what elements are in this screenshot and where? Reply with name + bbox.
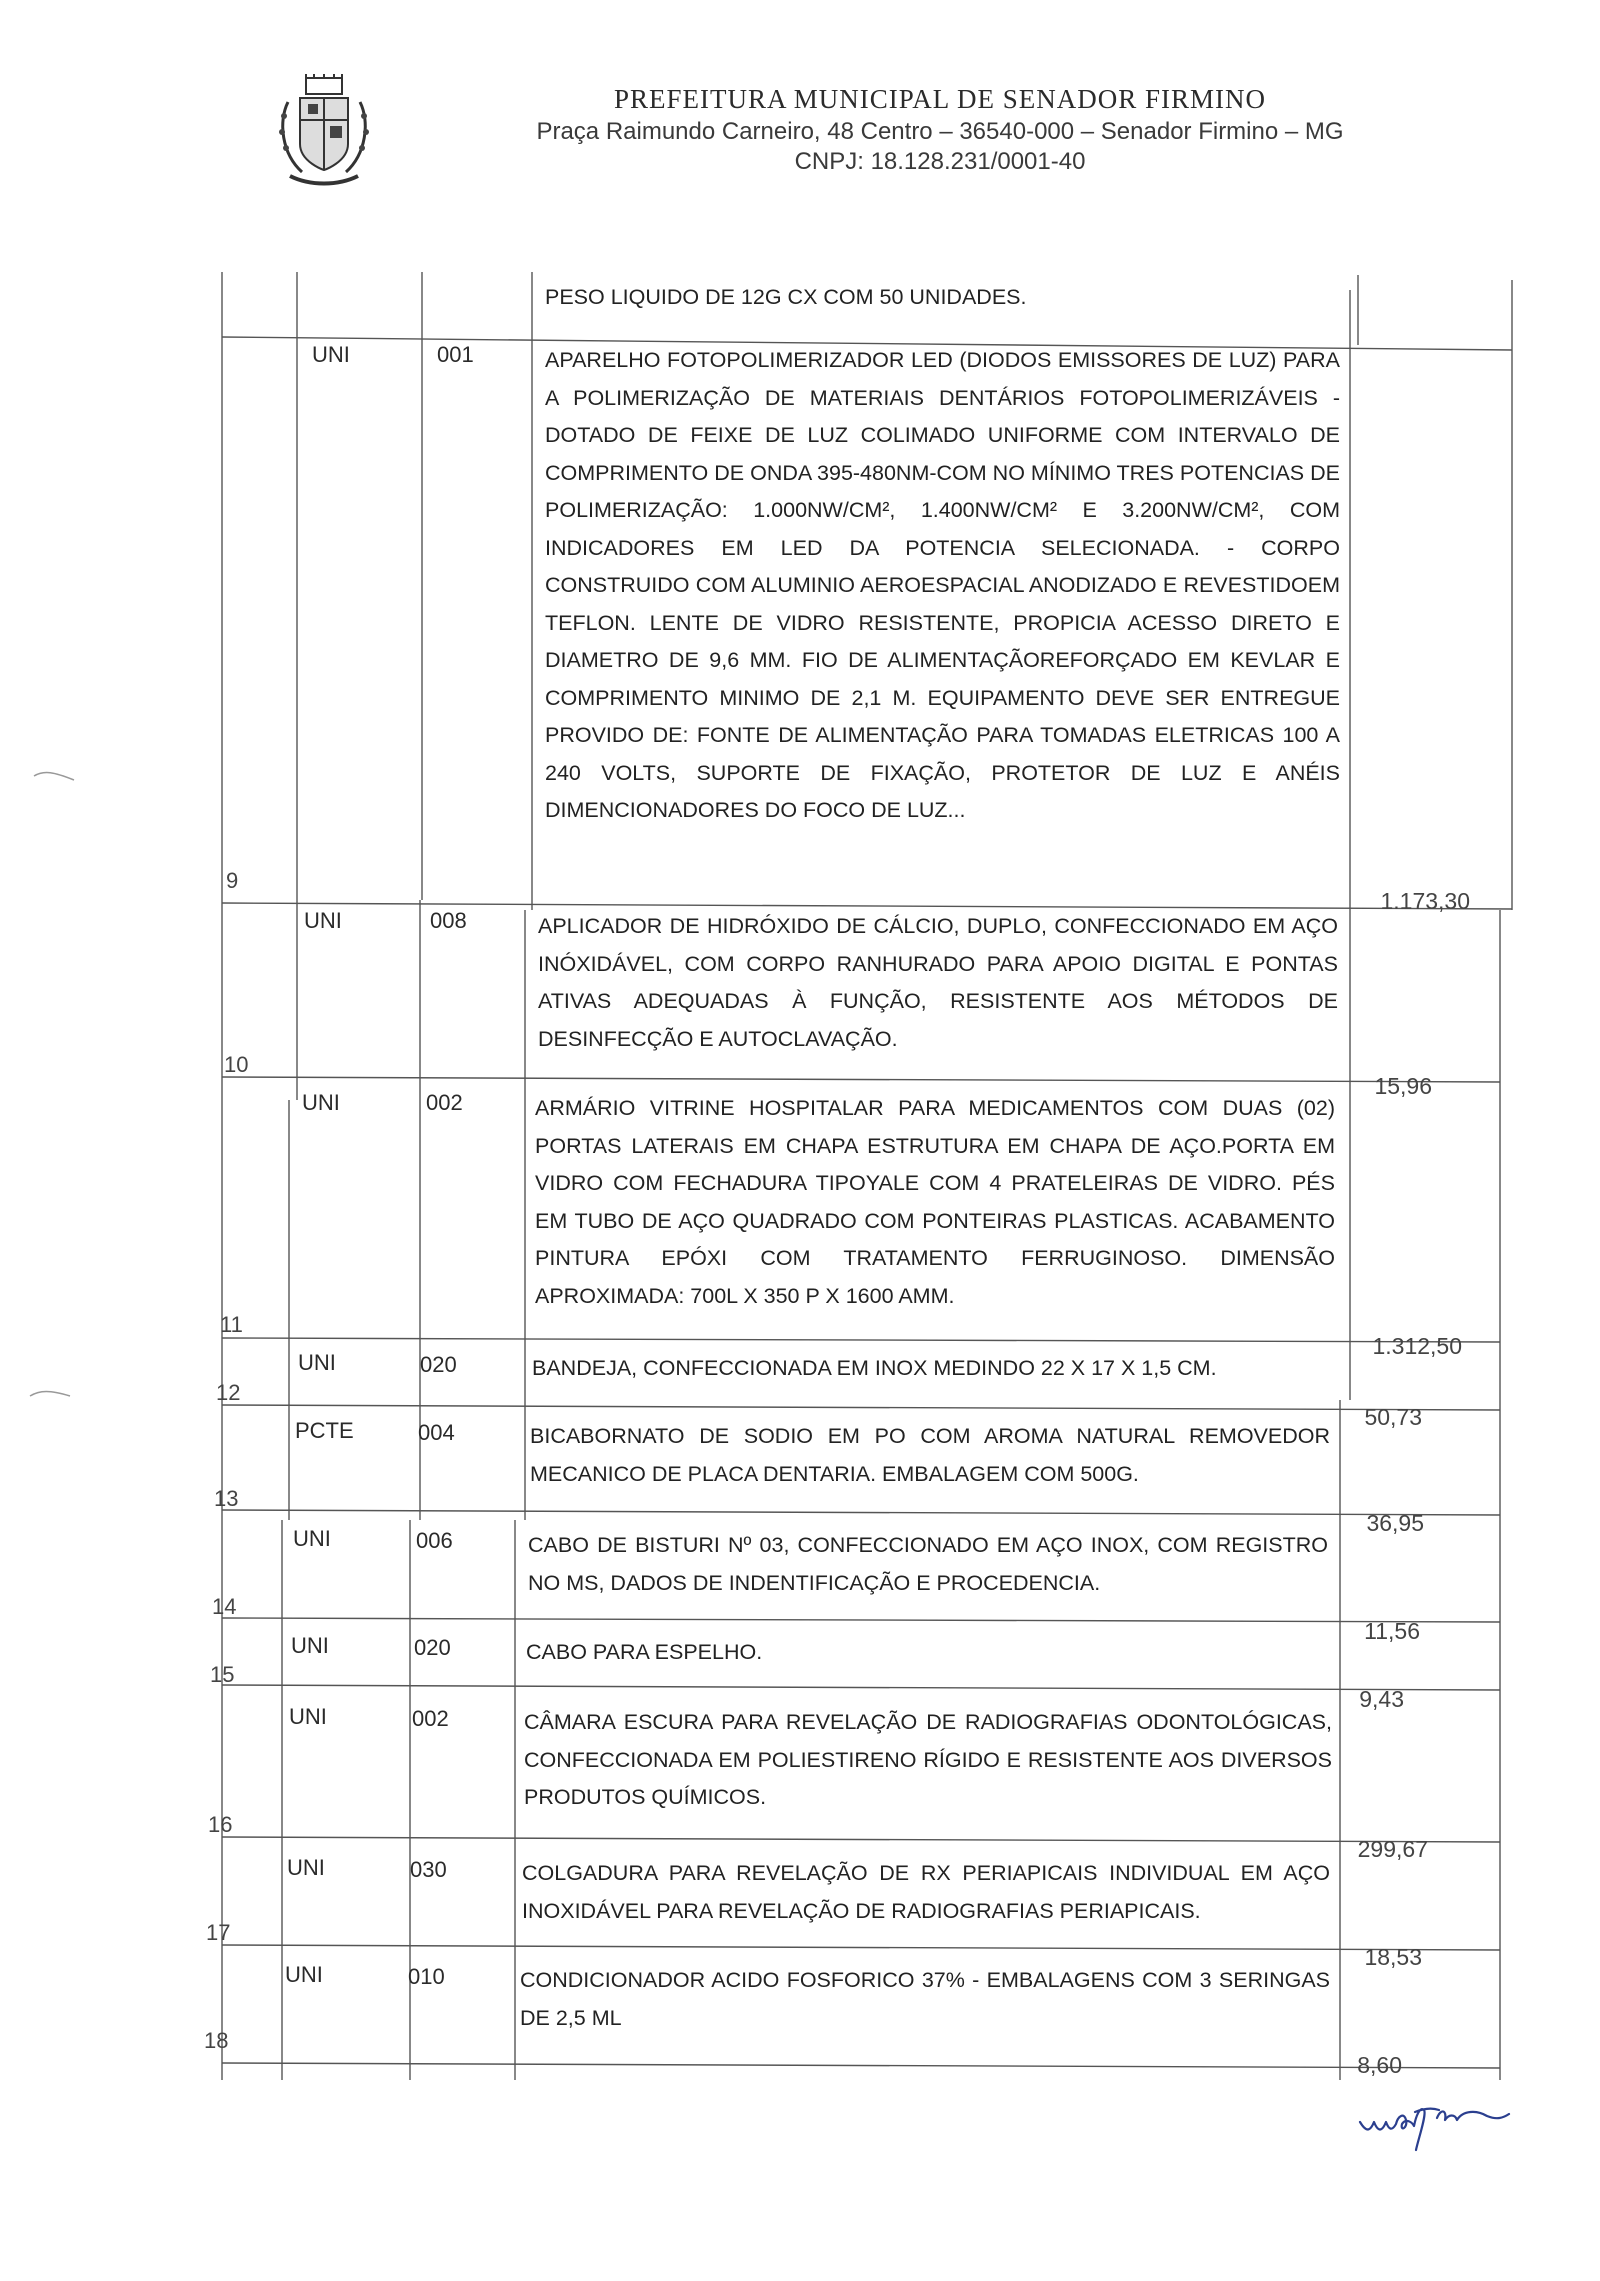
quantity-cell: 004 xyxy=(418,1420,455,1445)
municipality-cnpj: CNPJ: 18.128.231/0001-40 xyxy=(794,148,1086,175)
unit-cell: PCTE xyxy=(295,1418,354,1443)
quantity-cell: 008 xyxy=(430,908,467,933)
unit-price: 15,96 xyxy=(1374,1073,1432,1099)
description-cell: BANDEJA, CONFECCIONADA EM INOX MEDINDO 22 X 17 X 1,5 CM. xyxy=(532,1356,1217,1380)
scan-artifact-mark xyxy=(28,1388,78,1400)
quantity-cell: 010 xyxy=(408,1964,445,1989)
unit-price: 8,60 xyxy=(1357,2052,1402,2078)
quantity-cell: 002 xyxy=(412,1706,449,1731)
description-cell: CABO DE BISTURI Nº 03, CONFECCIONADO EM AÇO INOX, COM REGISTRO NO MS, DADOS DE INDENTIFICAÇÃO E PROCEDENCIA. xyxy=(528,1533,1328,1595)
handwritten-initials-signature xyxy=(1355,2092,1545,2162)
scan-artifact-mark xyxy=(32,770,82,782)
unit-price: 50,73 xyxy=(1364,1404,1422,1430)
item-number: 15 xyxy=(210,1662,235,1687)
municipality-address: Praça Raimundo Carneiro, 48 Centro – 36540-000 – Senador Firmino – MG xyxy=(536,118,1344,145)
unit-cell: UNI xyxy=(285,1962,323,1987)
description-cell: COLGADURA PARA REVELAÇÃO DE RX PERIAPICAIS INDIVIDUAL EM AÇO INOXIDÁVEL PARA REVELAÇÃO DE RADIOGRAFIAS PERIAPICAIS. xyxy=(522,1861,1330,1923)
quantity-cell: 030 xyxy=(410,1857,447,1882)
unit-cell: UNI xyxy=(312,342,350,367)
description-cell: BICABORNATO DE SODIO EM PO COM AROMA NATURAL REMOVEDOR MECANICO DE PLACA DENTARIA. EMBALAGEM COM 500G. xyxy=(530,1424,1330,1486)
quantity-cell: 001 xyxy=(437,342,474,367)
item-number: 13 xyxy=(214,1486,239,1511)
item-number: 11 xyxy=(220,1312,243,1337)
description-cell: APARELHO FOTOPOLIMERIZADOR LED (DIODOS EMISSORES DE LUZ) PARA A POLIMERIZAÇÃO DE MATERIAIS DENTÁRIOS FOTOPOLIMERIZÁVEIS - DOTADO DE FEIXE DE LUZ COLIMADO UNIFORME COM INTERVALO DE COMPRIMENTO DE ONDA 395-480NM-COM NO MÍNIMO TRES POTENCIAS DE POLIMERIZAÇÃO: 1.000NW/CM², 1.400NW/CM² E 3.200NW/CM², COM INDICADORES EM LED DA POTENCIA SELECIONADA. - CORPO CONSTRUIDO COM ALUMINIO AEROESPACIAL ANODIZADO E REVESTIDOEM TEFLON. LENTE DE VIDRO RESISTENTE, PROPICIA ACESSO DIRETO E DIAMETRO DE 9,6 MM. FIO DE ALIMENTAÇÃOREFORÇADO EM KEVLAR E COMPRIMENTO MINIMO DE 2,1 M. EQUIPAMENTO DEVE SER ENTREGUE PROVIDO DE: FONTE DE ALIMENTAÇÃO PARA TOMADAS ELETRICAS 100 A 240 VOLTS, SUPORTE DE FIXAÇÃO, PROTETOR DE LUZ E ANÉIS DIMENCIONADORES DO FOCO DE LUZ... xyxy=(545,348,1340,822)
unit-price: 11,56 xyxy=(1364,1618,1420,1644)
description-cell: CONDICIONADOR ACIDO FOSFORICO 37% - EMBALAGENS COM 3 SERINGAS DE 2,5 ML xyxy=(520,1968,1330,2030)
quantity-cell: 002 xyxy=(426,1090,463,1115)
item-number: 10 xyxy=(224,1052,249,1077)
item-number: 12 xyxy=(216,1380,241,1405)
unit-cell: UNI xyxy=(302,1090,340,1115)
item-number: 17 xyxy=(206,1920,231,1945)
unit-price: 36,95 xyxy=(1366,1510,1424,1536)
unit-price: 18,53 xyxy=(1364,1944,1422,1970)
description-cell: ARMÁRIO VITRINE HOSPITALAR PARA MEDICAMENTOS COM DUAS (02) PORTAS LATERAIS EM CHAPA ESTRUTURA EM CHAPA DE AÇO.PORTA EM VIDRO COM FECHADURA TIPOYALE COM 4 PRATELEIRAS DE VIDRO. PÉS EM TUBO DE AÇO QUADRADO COM PONTEIRAS PLASTICAS. ACABAMENTO PINTURA EPÓXI COM TRATAMENTO FERRUGINOSO. DIMENSÃO APROXIMADA: 700L X 350 P X 1600 AMM. xyxy=(535,1096,1335,1308)
unit-cell: UNI xyxy=(298,1350,336,1375)
quantity-cell: 020 xyxy=(414,1635,451,1660)
quantity-cell: 020 xyxy=(420,1352,457,1377)
unit-cell: UNI xyxy=(293,1526,331,1551)
item-number: 9 xyxy=(226,868,239,893)
unit-cell: UNI xyxy=(304,908,342,933)
description-cell: APLICADOR DE HIDRÓXIDO DE CÁLCIO, DUPLO, CONFECCIONADO EM AÇO INÓXIDÁVEL, COM CORPO RANHURADO PARA APOIO DIGITAL E PONTAS ATIVAS ADEQUADAS À FUNÇÃO, RESISTENTE AOS MÉTODOS DE DESINFECÇÃO E AUTOCLAVAÇÃO. xyxy=(538,914,1338,1051)
unit-price: 299,67 xyxy=(1357,1836,1428,1862)
unit-cell: UNI xyxy=(287,1855,325,1880)
municipality-name: PREFEITURA MUNICIPAL DE SENADOR FIRMINO xyxy=(613,84,1267,114)
item-number: 16 xyxy=(208,1812,233,1837)
unit-cell: UNI xyxy=(289,1704,327,1729)
description-cell: CÂMARA ESCURA PARA REVELAÇÃO DE RADIOGRAFIAS ODONTOLÓGICAS, CONFECCIONADA EM POLIESTIRENO RÍGIDO E RESISTENTE AOS DIVERSOS PRODUTOS QUÍMICOS. xyxy=(524,1710,1332,1809)
unit-price: 1.173,30 xyxy=(1380,888,1470,914)
unit-cell: UNI xyxy=(291,1633,329,1658)
quantity-cell: 006 xyxy=(416,1528,453,1553)
item-number: 18 xyxy=(204,2028,229,2053)
item-number: 14 xyxy=(212,1594,237,1619)
unit-price: 9,43 xyxy=(1359,1686,1404,1712)
continued-description: PESO LIQUIDO DE 12G CX COM 50 UNIDADES. xyxy=(545,285,1027,309)
description-cell: CABO PARA ESPELHO. xyxy=(526,1640,763,1664)
unit-price: 1.312,50 xyxy=(1372,1333,1462,1359)
